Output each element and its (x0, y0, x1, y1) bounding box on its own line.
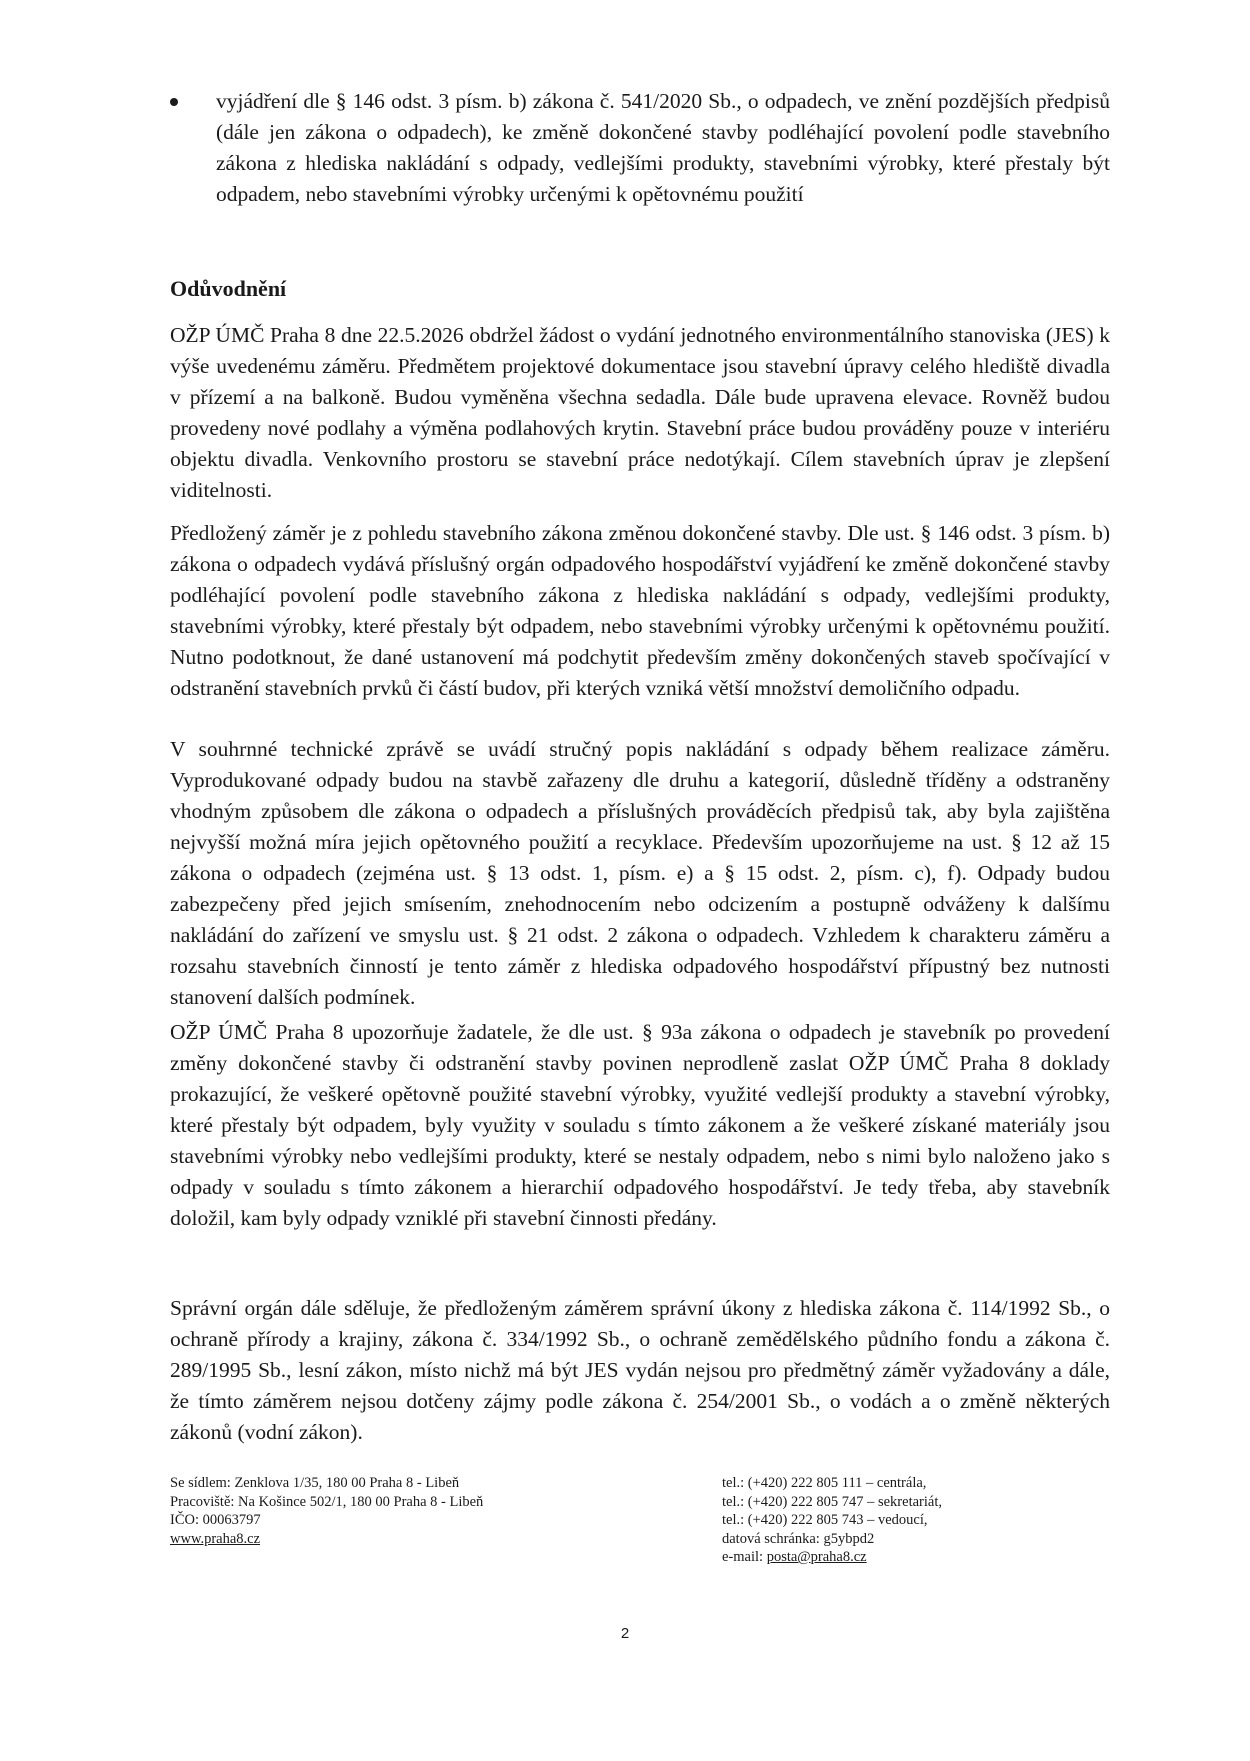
footer-address (170, 1474, 590, 1548)
footer-seat: Se sídlem: Zenklova 1/35, 180 00 Praha 8 - Libeň (170, 1475, 460, 1491)
paragraph-waste-handling: V souhrnné technické zprávě se uvádí stručný popis nakládání s odpady během realizace záměru. Vyprodukované odpady budou na stavbě zařazeny dle druhu a kategorií, důsledně tříděny a odstraněny vhodným způsobem dle zákona o odpadech a příslušných prováděcích předpisů tak, aby byla zajištěna nejvyšší možná míra jejich opětovného použití a recyklace. Především upozorňujeme na ust. § 12 až 15 zákona o odpadech (zejména ust. § 13 odst. 1, písm. e) a § 15 odst. 2, písm. c), f). Odpady budou zabezpečeny před jejich smísením, znehodnocením nebo odcizením a postupně odváženy k dalšímu nakládání do zařízení ve smyslu ust. § 21 odst. 2 zákona o odpadech. Vzhledem k charakteru záměru a rozsahu stavebních činností je tento záměr z hlediska odpadového hospodářství přípustný bez nutnosti stanovení dalších podmínek. (170, 737, 1110, 1009)
footer-phone-central: tel.: (+420) 222 805 111 – centrála, (722, 1475, 927, 1491)
website-link[interactable]: www.praha8.cz (170, 1530, 261, 1547)
footer-ico: IČO: 00063797 (170, 1512, 261, 1528)
footer-workplace: Pracoviště: Na Košince 502/1, 180 00 Praha 8 - Libeň (170, 1493, 484, 1510)
paragraph-legal-basis: Předložený záměr je z pohledu stavebního zákona změnou dokončené stavby. Dle ust. § 146 odst. 3 písm. b) zákona o odpadech vydává příslušný orgán odpadového hospodářství vyjádření ke změně dokončené stavby podléhající povolení podle stavebního zákona z hlediska nakládání s odpady, vedlejšími produkty, stavebními výrobky, které přestaly být odpadem, nebo stavebními výrobky určenými k opětovnému použití. Nutno podotknout, že dané ustanovení má podchytit především změny dokončených staveb spočívající v odstranění stavebních prvků či částí budov, při kterých vzniká větší množství demoličního odpadu. (170, 521, 1110, 700)
footer-email-row (722, 1548, 1082, 1567)
bullet-text: vyjádření dle § 146 odst. 3 písm. b) zákona č. 541/2020 Sb., o odpadech, ve znění pozdějších předpisů (dále jen zákona o odpadech), ke změně dokončené stavby podléhající povolení podle stavebního zákona z hlediska nakládání s odpady, vedlejšími produkty, stavebními výrobky, které přestaly být odpadem, nebo stavebními výrobky určenými k opětovnému použití (216, 89, 1110, 206)
footer-contacts (722, 1474, 1082, 1567)
email-link[interactable]: posta@praha8.cz (766, 1549, 867, 1565)
footer-data-box: datová schránka: g5ybpd2 (722, 1530, 875, 1547)
page-number: 2 (620, 1625, 630, 1642)
paragraph-other-laws: Správní orgán dále sděluje, že předloženým záměrem správní úkony z hlediska zákona č. 114/1992 Sb., o ochraně přírody a krajiny, zákona č. 334/1992 Sb., o ochraně zemědělského půdního fondu a zákona č. 289/1995 Sb., lesní zákon, místo nichž má být JES vydán nejsou pro předmětný záměr vyžadovány a dále, že tímto záměrem nejsou dotčeny zájmy podle zákona č. 254/2001 Sb., o vodách a o změně některých zákonů (vodní zákon). (170, 1296, 1110, 1444)
footer-phone-secretariat: tel.: (+420) 222 805 747 – sekretariát, (722, 1493, 942, 1510)
email-label: e-mail: (722, 1549, 767, 1565)
footer-phone-head: tel.: (+420) 222 805 743 – vedoucí, (722, 1512, 928, 1528)
section-heading: Odůvodnění (170, 276, 287, 301)
paragraph-notice: OŽP ÚMČ Praha 8 upozorňuje žadatele, že dle ust. § 93a zákona o odpadech je stavebník po provedení změny dokončené stavby či odstranění stavby povinen neprodleně zaslat OŽP ÚMČ Praha 8 doklady prokazující, že veškeré opětovně použité stavební výrobky, využité vedlejší produkty a stavební výrobky, které přestaly být odpadem, byly využity v souladu s tímto zákonem a že veškeré získané materiály jsou stavebními výrobky nebo vedlejšími produkty, které se nestaly odpadem, nebo s nimi bylo naloženo jako s odpady v souladu s tímto zákonem a hierarchií odpadového hospodářství. Je tedy třeba, aby stavebník doložil, kam byly odpady vzniklé při stavební činnosti předány. (170, 1020, 1110, 1230)
paragraph-request: OŽP ÚMČ Praha 8 dne 22.5.2026 obdržel žádost o vydání jednotného environmentálního stanoviska (JES) k výše uvedenému záměru. Předmětem projektové dokumentace jsou stavební úpravy celého hlediště divadla v přízemí a na balkoně. Budou vyměněna všechna sedadla. Dále bude upravena elevace. Rovněž budou provedeny nové podlahy a výměna podlahových krytin. Stavební práce budou prováděny pouze v interiéru objektu divadla. Venkovního prostoru se stavební práce nedotýkají. Cílem stavebních úprav je zlepšení viditelnosti. (170, 323, 1110, 502)
bullet-icon (170, 98, 178, 106)
